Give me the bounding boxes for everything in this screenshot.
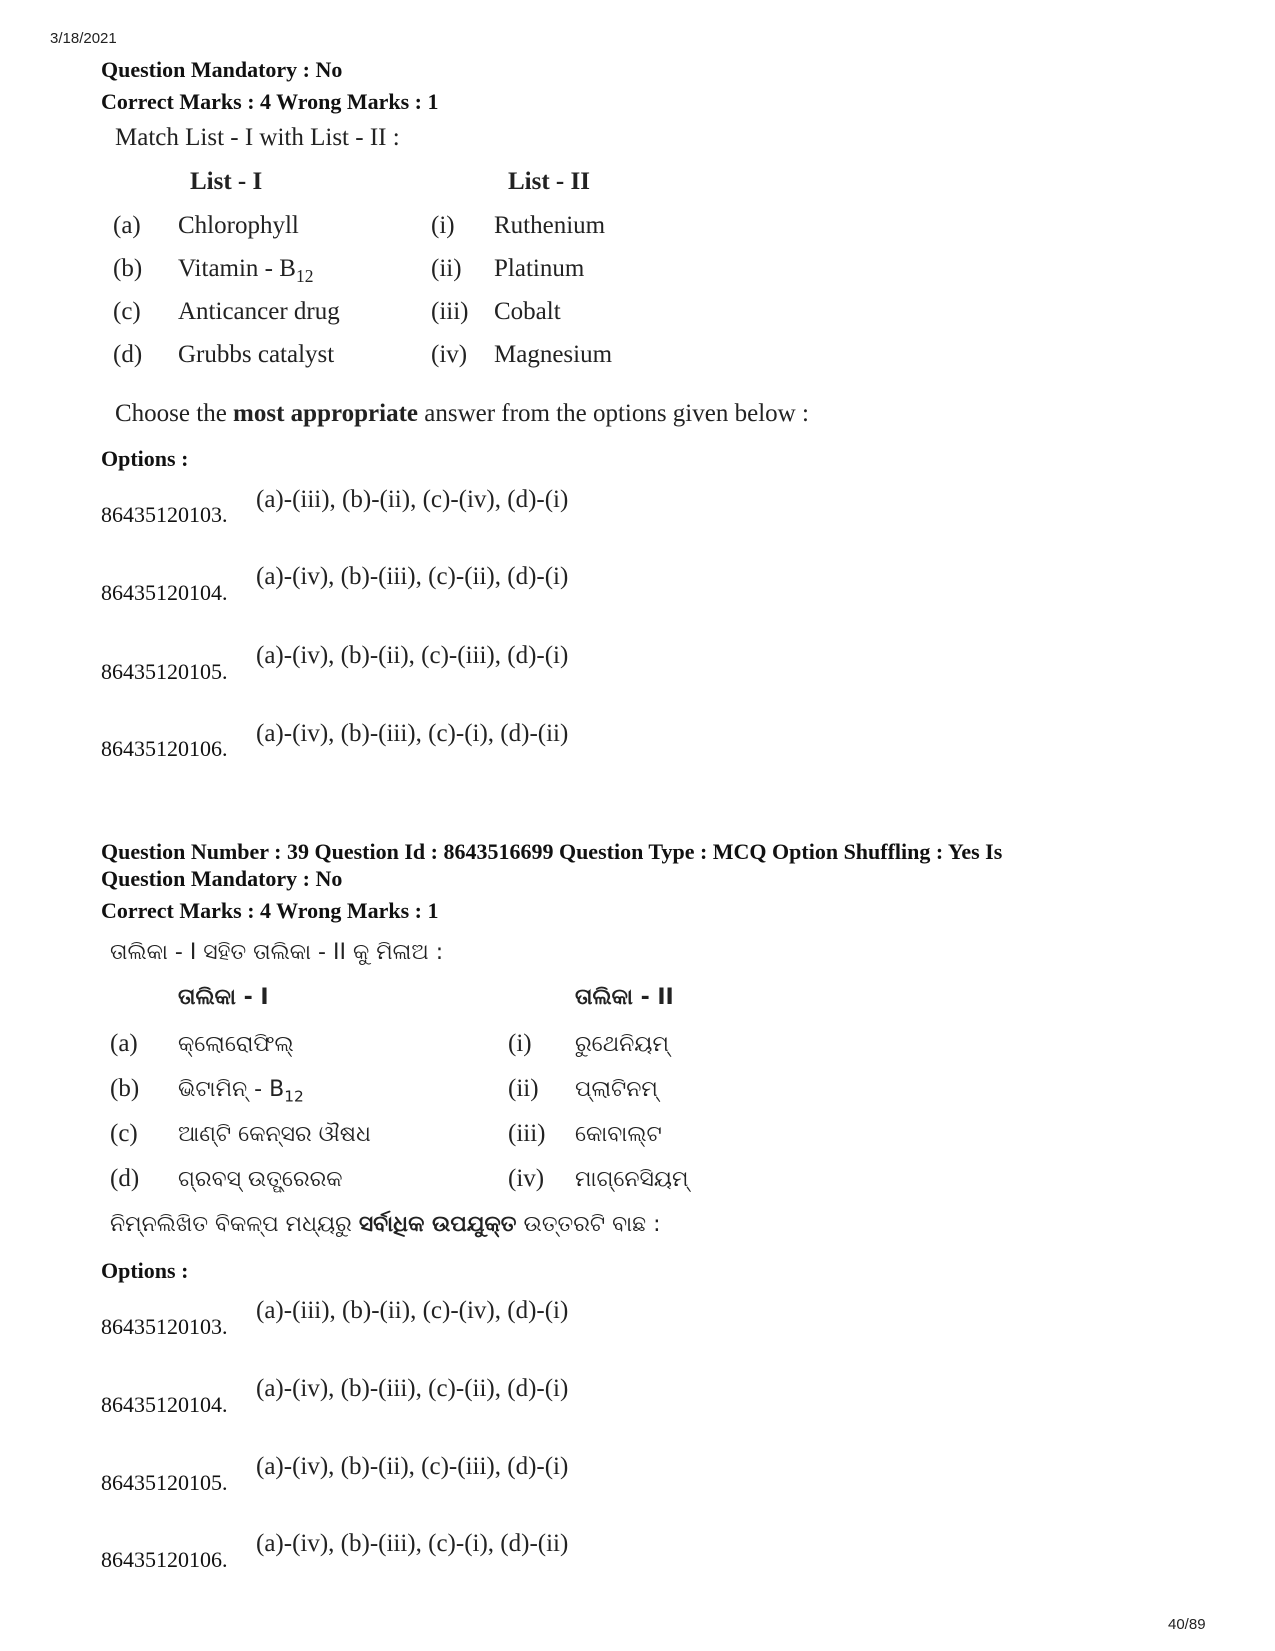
option-id[interactable]: 86435120106.	[101, 736, 228, 761]
question-header: Question Number : 39 Question Id : 8643516699 Question Type : MCQ Option Shuffling : Yes Is	[101, 839, 1003, 864]
question-marks: Correct Marks : 4 Wrong Marks : 1	[101, 89, 439, 114]
match-row: (b) ଭିଟାମିନ୍ - $B_{12}$ (ii) ପ୍ଲାଟିନମ୍	[110, 1075, 658, 1106]
list-1-title: ତାଲିକା - I	[178, 985, 269, 1010]
question-mandatory: Question Mandatory : No	[101, 866, 343, 891]
choose-instruction: ନିମ୍ନଲିଖିତ ବିକଳ୍ପ ମଧ୍ୟରୁ ସର୍ବାଧିକ ଉପଯୁକ୍ତ ଉତ୍ତରଟି ବାଛ :	[110, 1212, 661, 1237]
match-row: (c) Anticancer drug (iii) Cobalt	[113, 298, 561, 325]
option-text[interactable]: (a)-(iii), (b)-(ii), (c)-(iv), (d)-(i)	[256, 1297, 569, 1324]
option-text[interactable]: (a)-(iv), (b)-(iii), (c)-(ii), (d)-(i)	[256, 1375, 569, 1402]
option-text[interactable]: (a)-(iii), (b)-(ii), (c)-(iv), (d)-(i)	[256, 486, 569, 513]
match-table	[0, 168, 760, 378]
match-row: (c) ଆଣ୍ଟି କେନ୍ସର ଔଷଧ (iii) କୋବାଲ୍ଟ	[110, 1120, 662, 1147]
choose-instruction: Choose the most appropriate answer from the options given below :	[115, 400, 809, 427]
option-text[interactable]: (a)-(iv), (b)-(iii), (c)-(i), (d)-(ii)	[256, 1530, 569, 1557]
match-row: (d) ଗ୍ରବସ୍ ଉତ୍ପ୍ରେରକ (iv) ମାଗ୍ନେସିୟମ୍	[110, 1165, 689, 1192]
option-text[interactable]: (a)-(iv), (b)-(iii), (c)-(ii), (d)-(i)	[256, 563, 569, 590]
match-row: (a) କ୍ଲୋରୋଫିଲ୍ (i) ରୁଥେନିୟମ୍	[110, 1030, 669, 1057]
match-row: (b) Vitamin - $B_{12}$ (ii) Platinum	[113, 255, 585, 286]
option-id[interactable]: 86435120103.	[101, 502, 228, 527]
match-row: (d) Grubbs catalyst (iv) Magnesium	[113, 341, 613, 368]
option-text[interactable]: (a)-(iv), (b)-(ii), (c)-(iii), (d)-(i)	[256, 642, 569, 669]
match-row: (a) Chlorophyll (i) Ruthenium	[113, 212, 606, 239]
page-number: 40/89	[1168, 1616, 1206, 1633]
option-id[interactable]: 86435120105.	[101, 1470, 228, 1495]
match-instruction: ତାଲିକା - I ସହିତ ତାଲିକା - II କୁ ମିଳାଅ :	[110, 940, 444, 965]
option-id[interactable]: 86435120104.	[101, 580, 228, 605]
match-table	[0, 985, 760, 1195]
question-marks: Correct Marks : 4 Wrong Marks : 1	[101, 898, 439, 923]
question-mandatory: Question Mandatory : No	[101, 57, 343, 82]
option-text[interactable]: (a)-(iv), (b)-(iii), (c)-(i), (d)-(ii)	[256, 720, 569, 747]
list-1-title: List - I	[190, 168, 263, 195]
list-2-title: ତାଲିକା - II	[575, 985, 674, 1010]
print-date: 3/18/2021	[50, 30, 117, 47]
match-instruction: Match List - I with List - II :	[115, 124, 400, 151]
option-id[interactable]: 86435120104.	[101, 1392, 228, 1417]
options-label: Options :	[101, 446, 189, 471]
option-id[interactable]: 86435120103.	[101, 1314, 228, 1339]
option-id[interactable]: 86435120106.	[101, 1547, 228, 1572]
option-text[interactable]: (a)-(iv), (b)-(ii), (c)-(iii), (d)-(i)	[256, 1453, 569, 1480]
option-id[interactable]: 86435120105.	[101, 659, 228, 684]
list-2-title: List - II	[508, 168, 590, 195]
options-label: Options :	[101, 1258, 189, 1283]
